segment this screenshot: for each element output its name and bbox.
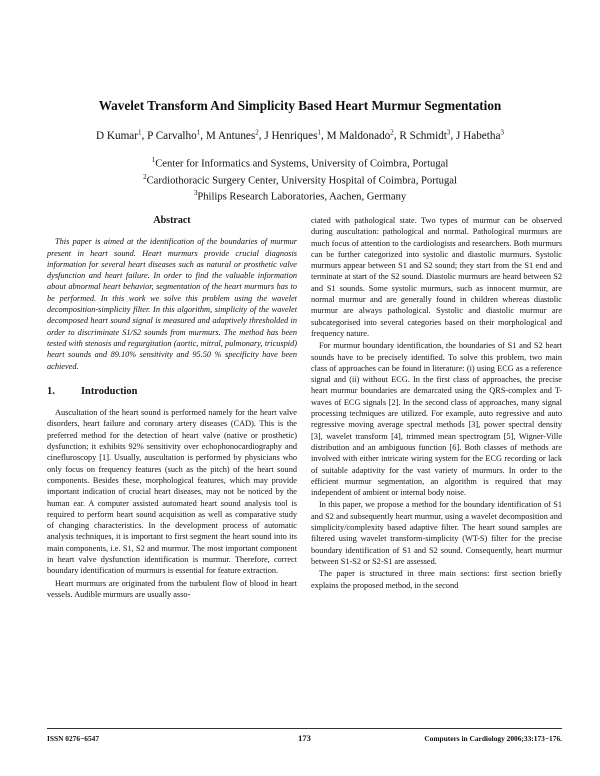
author: M Antunes$^2$	[205, 128, 259, 142]
page-footer	[47, 728, 562, 746]
paragraph: Auscultation of the heart sound is performed namely for the heart valve disorders, heart failure and coronary artery diseases (CAD). This is the preferred method for the detection of heart valve (native or prosthetic) dysfunction; it exhibits 92% sensitivity over echophonocardiography and cinefluroscopy [1]. Usually, auscultation is performed by physicians who only focus on frequency features (such as the pitch) of the heart sound components. Besides these, morphological features, which may provide important indication of crucial heart diseases, may not be noticed by the human ear. A computer assisted automated heart sound analysis tool is required to perform heart sound acquisition as well as comparative study of changing characteristics. In the development process of automatic analysis techniques, it is important to first segment the heart sound into its main components, i.e. S1, S2 and murmur. The most important component in heart valve dysfunction identification is murmur. Therefore, correct boundary identification of murmurs is essential for feature extraction.	[47, 408, 297, 576]
issn: ISSN 0276−6547	[47, 734, 100, 743]
left-column	[47, 215, 297, 600]
paragraph: For murmur boundary identification, the boundaries of S1 and S2 heart sounds have to be precisely identified. To solve this problem, two main class of approaches can be found in literature: (i) using ECG as a reference signal and (ii) without ECG. In the first class of approaches, the precise heart murmur boundaries are demarcated using the QRS-complex and T-waves of ECG signals [2]. In the second class of approaches, many signal processing techniques are utilized. For example, auto regressive and auto regressive moving average spectral methods [3], power spectral density [3], wavelet transform [4], trimmed mean spectrogram [5], Wigner-Ville distribution and an ambiguous function [6]. Both classes of methods are involved with either intricate wiring system for the ECG recording or lack of suitable adaptivity for the vast variety of murmurs. In order to the efficient murmur segmentation, an algorithm is required that may independent of ambient or internal body noise.	[311, 341, 562, 498]
paragraph: In this paper, we propose a method for the boundary identification of S1 and S2 and subsequently heart murmur, using a wavelet decomposition and simplicity/complexity based adaptive filter. The heart sound samples are filtered using wavelet transform-simplicity (WT-S) filter for the precise boundary identification of S1 and S2 sound. Consequently, heart murmur between S1-S2 or S2-S1 are assessed.	[311, 500, 562, 566]
author-affiliation-mark: 2	[255, 128, 259, 136]
author-list: D Kumar$^1$, P Carvalho$^1$, M Antunes$^2$, J Henriques$^1$, M Maldonado$^2$, R Schmidt$^3$, J Habetha$^3$	[96, 128, 504, 142]
author: R Schmidt$^3$	[399, 128, 451, 142]
author-affiliation-mark: 2	[390, 128, 394, 136]
author-affiliation-mark: 3	[500, 128, 504, 136]
right-column	[311, 215, 562, 591]
author-affiliation-mark: 1	[317, 128, 321, 136]
section-title: Introduction	[81, 385, 138, 397]
paragraph: Heart murmurs are originated from the turbulent flow of blood in heart vessels. Audible murmurs are usually asso-	[47, 578, 297, 599]
affiliation: $^2$Cardiothoracic Surgery Center, University Hospital of Coimbra, Portugal	[143, 172, 457, 187]
author-affiliation-mark: 1	[138, 128, 142, 136]
author: M Maldonado$^2$	[326, 128, 394, 142]
affiliation: $^1$Center for Informatics and Systems, University of Coimbra, Portugal	[151, 156, 449, 170]
section-heading-introduction	[47, 386, 297, 397]
paragraph: The paper is structured in three main sections: first section briefly explains the proposed method, in the second	[311, 569, 562, 590]
journal-citation: Computers in Cardiology 2006;33:173−176.	[424, 734, 562, 743]
author-affiliation-mark: 3	[446, 128, 451, 136]
introduction-body	[47, 407, 297, 600]
paper-title: Wavelet Transform And Simplicity Based Heart Murmur Segmentation	[98, 98, 502, 113]
affiliation-list	[0, 154, 600, 204]
author: P Carvalho$^1$	[147, 128, 201, 142]
author: J Henriques$^1$	[264, 128, 321, 142]
author: D Kumar$^1$	[96, 128, 142, 142]
abstract-heading: Abstract	[153, 215, 191, 226]
affiliation: $^3$Philips Research Laboratories, Aachen, Germany	[193, 189, 407, 203]
abstract-text: This paper is aimed at the identification of the boundaries of murmur present in heart sound. Heart murmurs provide crucial diagnosis information for several heart diseases such as natural or prosthetic valve dysfunction and heart failure. In order to find the valuable information about abnormal heart behavior, segmentation of the heart murmurs has to be performed. In this work we solve this problem using the wavelet decomposition-simplicity filter. In this algorithm, simplicity of the wavelet decomposed heart sound signal is measured and adaptively thresholded in order to discriminate S1/S2 sounds from murmurs. The method has been tested with stenosis and regurgitation (aortic, mitral, pulmonary, tricuspid) heart sounds and 89.10% sensitivity and 95.50 % specificity have been achieved.	[47, 237, 297, 371]
section-number: 1.	[47, 385, 55, 397]
author-affiliation-mark: 1	[196, 128, 201, 136]
abstract-body	[47, 236, 297, 372]
footer-rule	[47, 728, 562, 729]
page-number: 173	[298, 733, 311, 743]
author: J Habetha$^3$	[456, 128, 504, 142]
paragraph: ciated with pathological state. Two types of murmur can be observed during auscultation: pathological and normal. Pathological murmurs are much focus of attention to the cardiologists and researchers. Both murmurs can be further categorized into systolic and diastolic murmurs. Systolic murmurs appear between S1 and S2 sound; they start from the S1 end and terminate at start of the S2 sound. Diastolic murmurs are heard between S2 and S1 sounds. Some systolic murmurs, such as innocent murmur, are normal murmur and are generally found in children whereas diastolic murmur are always pathological. Systolic and diastolic murmur are subcategorised into several categories based on their morphological and frequency nature.	[311, 216, 562, 338]
